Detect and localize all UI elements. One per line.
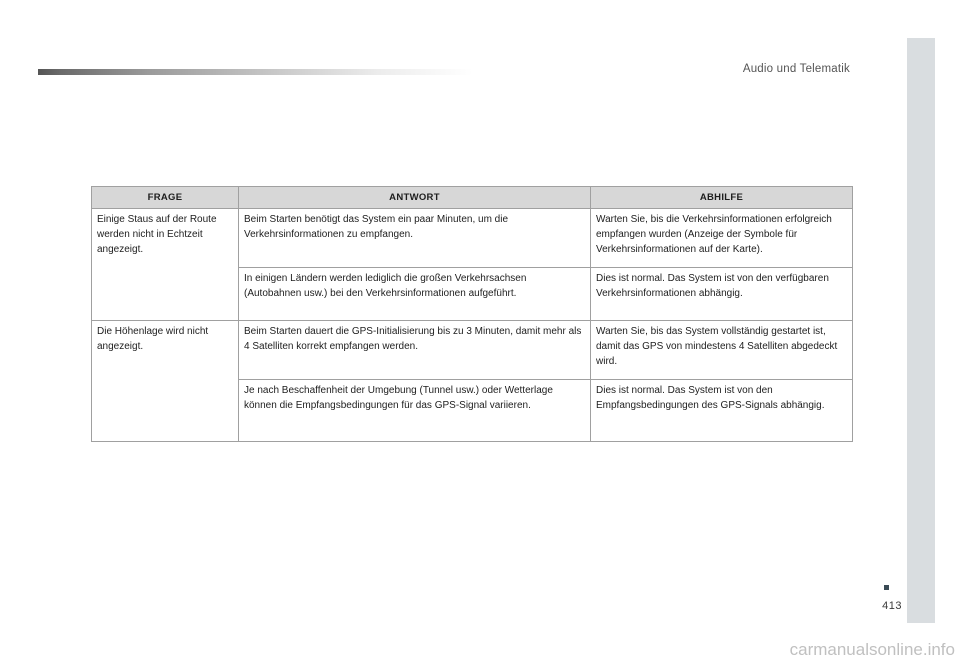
remedy-cell: Dies ist normal. Das System ist von den verfügbaren Verkehrsinformationen abhängig. xyxy=(591,268,853,321)
column-header-antwort: ANTWORT xyxy=(239,187,591,209)
table-row xyxy=(92,321,853,380)
column-header-frage: FRAGE xyxy=(92,187,239,209)
remedy-cell: Warten Sie, bis die Verkehrsinformationen erfolgreich empfangen wurden (Anzeige der Symbole für Verkehrsinformationen auf der Karte). xyxy=(591,209,853,268)
watermark-text: carmanualsonline.info xyxy=(789,640,955,659)
question-cell: Die Höhenlage wird nicht angezeigt. xyxy=(92,321,239,442)
page-number: 413 xyxy=(882,600,902,612)
question-cell: Einige Staus auf der Route werden nicht in Echtzeit angezeigt. xyxy=(92,209,239,321)
answer-cell: Beim Starten dauert die GPS-Initialisierung bis zu 3 Minuten, damit mehr als 4 Satelliten korrekt empfangen werden. xyxy=(239,321,591,380)
header-gradient-bar xyxy=(38,69,473,75)
answer-cell: Beim Starten benötigt das System ein paar Minuten, um die Verkehrsinformationen zu empfangen. xyxy=(239,209,591,268)
remedy-cell: Dies ist normal. Das System ist von den Empfangsbedingungen des GPS-Signals abhängig. xyxy=(591,380,853,442)
answer-cell: Je nach Beschaffenheit der Umgebung (Tunnel usw.) oder Wetterlage können die Empfangsbedingungen für das GPS-Signal variieren. xyxy=(239,380,591,442)
section-title: Audio und Telematik xyxy=(742,63,850,75)
page-marker xyxy=(884,585,889,590)
table-header-row xyxy=(92,187,853,209)
remedy-cell: Warten Sie, bis das System vollständig gestartet ist, damit das GPS von mindestens 4 Satelliten abgedeckt wird. xyxy=(591,321,853,380)
page-side-tab xyxy=(907,38,935,623)
troubleshooting-table xyxy=(91,186,853,442)
answer-cell: In einigen Ländern werden lediglich die großen Verkehrsachsen (Autobahnen usw.) bei den Verkehrsinformationen aufgeführt. xyxy=(239,268,591,321)
table-row xyxy=(92,209,853,268)
column-header-abhilfe: ABHILFE xyxy=(591,187,853,209)
